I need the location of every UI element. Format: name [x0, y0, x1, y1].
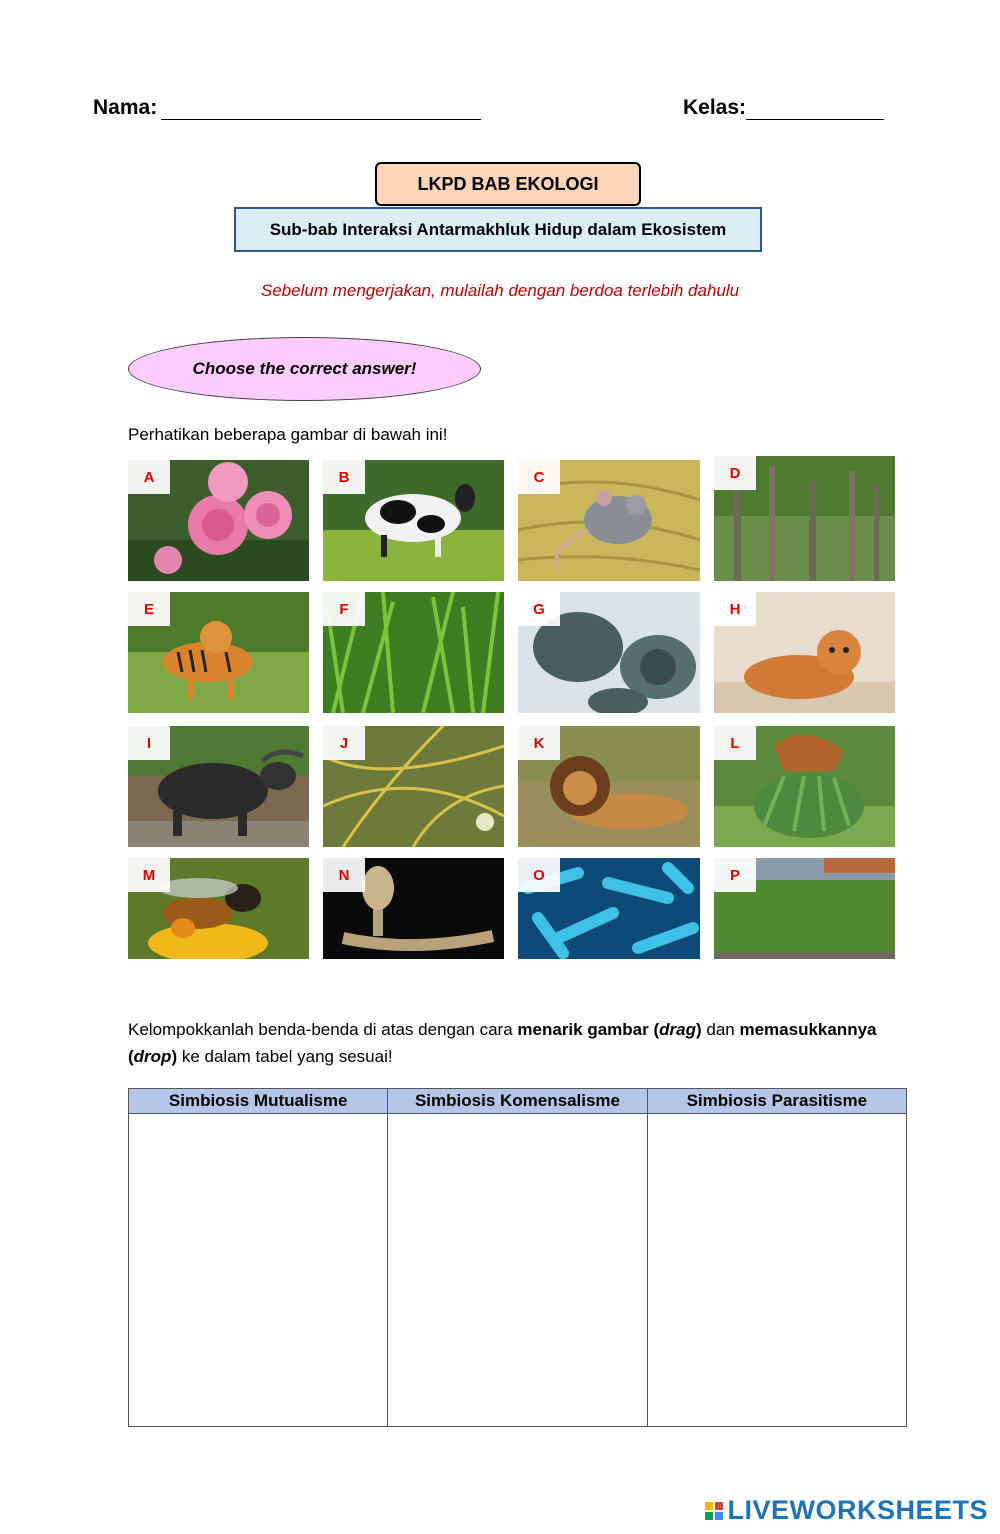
header-komensalisme: Simbiosis Komensalisme	[388, 1089, 647, 1114]
drop-zone-komensalisme[interactable]	[388, 1114, 647, 1427]
tile-c[interactable]	[518, 460, 700, 581]
tile-label: N	[323, 858, 365, 892]
tile-m[interactable]	[128, 858, 309, 959]
tile-label: I	[128, 726, 170, 760]
tile-label: H	[714, 592, 756, 626]
symbiosis-table	[128, 1088, 907, 1427]
drop-zone-parasitisme[interactable]	[647, 1114, 906, 1427]
tile-g[interactable]	[518, 592, 700, 713]
tile-label: C	[518, 460, 560, 494]
kelas-input-line[interactable]	[746, 119, 884, 120]
tile-h[interactable]	[714, 592, 895, 713]
tile-label: P	[714, 858, 756, 892]
liveworksheets-logo	[705, 1495, 988, 1526]
page-title: LKPD BAB EKOLOGI	[375, 162, 641, 206]
tile-label: D	[714, 456, 756, 490]
tile-label: A	[128, 460, 170, 494]
tile-d[interactable]	[714, 456, 895, 581]
instruction-oval: Choose the correct answer!	[128, 337, 481, 401]
brand-name: LIVEWORKSHEETS	[727, 1495, 988, 1525]
prayer-note: Sebelum mengerjakan, mulailah dengan berdoa terlebih dahulu	[260, 281, 740, 300]
header-parasitisme: Simbiosis Parasitisme	[647, 1089, 906, 1114]
tile-label: M	[128, 858, 170, 892]
drop-zone-mutualisme[interactable]	[129, 1114, 388, 1427]
tile-n[interactable]	[323, 858, 504, 959]
tile-label: E	[128, 592, 170, 626]
tile-label: F	[323, 592, 365, 626]
tile-b[interactable]	[323, 460, 504, 581]
tile-o[interactable]	[518, 858, 700, 959]
tile-i[interactable]	[128, 726, 309, 847]
tile-label: G	[518, 592, 560, 626]
task-instruction: Kelompokkanlah benda-benda di atas dengan cara menarik gambar (drag) dan memasukkannya (drop) ke dalam tabel yang sesuai!	[128, 1020, 877, 1066]
tile-e[interactable]	[128, 592, 309, 713]
tile-l[interactable]	[714, 726, 895, 847]
tile-f[interactable]	[323, 592, 504, 713]
header-mutualisme: Simbiosis Mutualisme	[129, 1089, 388, 1114]
tile-label: B	[323, 460, 365, 494]
tile-label: L	[714, 726, 756, 760]
tile-label: J	[323, 726, 365, 760]
tile-a[interactable]	[128, 460, 309, 581]
kelas-label: Kelas:	[683, 96, 747, 119]
tile-label: O	[518, 858, 560, 892]
tile-j[interactable]	[323, 726, 504, 847]
logo-blocks-icon	[705, 1502, 723, 1520]
observe-text: Perhatikan beberapa gambar di bawah ini!	[128, 425, 448, 444]
tile-label: K	[518, 726, 560, 760]
page-subtitle: Sub-bab Interaksi Antarmakhluk Hidup dalam Ekosistem	[234, 207, 762, 252]
tile-k[interactable]	[518, 726, 700, 847]
nama-label: Nama:	[93, 96, 158, 119]
tile-p[interactable]	[714, 858, 895, 959]
nama-input-line[interactable]	[161, 119, 481, 120]
